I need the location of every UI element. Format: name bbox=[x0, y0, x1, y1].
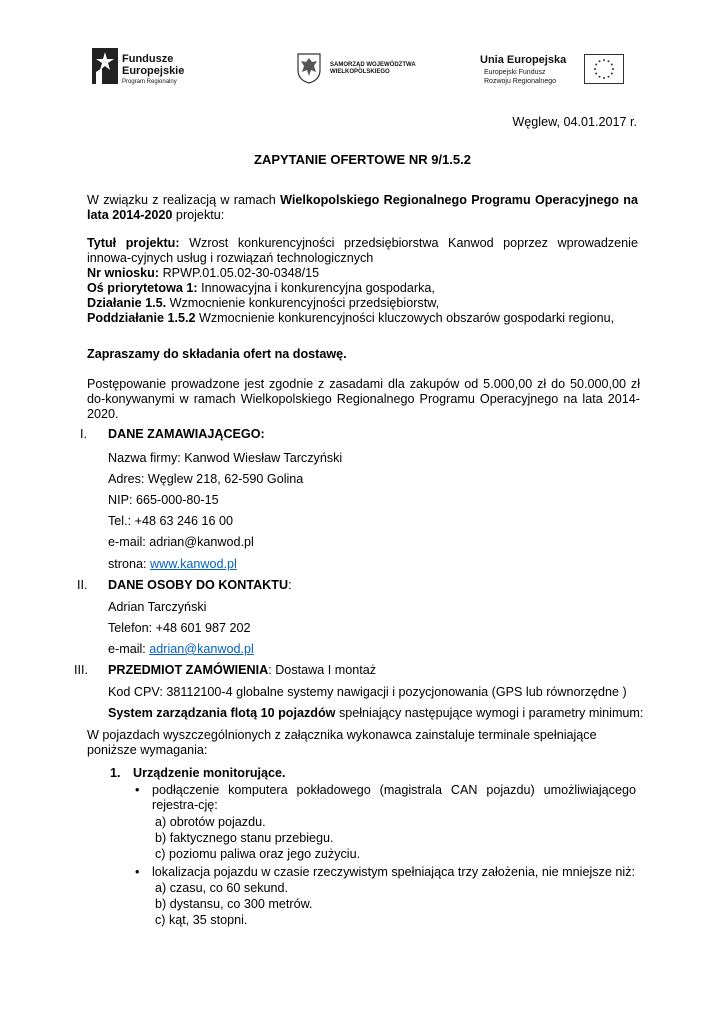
customer-nip: NIP: 665-000-80-15 bbox=[108, 493, 219, 507]
contact-email-label: e-mail: bbox=[108, 642, 150, 656]
bullet2-c: c) kąt, 35 stopni. bbox=[155, 913, 248, 927]
intro-paragraph bbox=[87, 193, 638, 223]
bullet2-text: lokalizacja pojazdu w czasie rzeczywistym spełniająca trzy założenia, nie mniejsze niż: bbox=[152, 865, 635, 879]
section3-heading bbox=[108, 663, 376, 678]
fe-line2: Europejskie bbox=[122, 65, 185, 77]
item1-number bbox=[110, 766, 121, 781]
section2-heading bbox=[108, 578, 292, 593]
customer-address: Adres: Węglew 218, 62-590 Golina bbox=[108, 472, 304, 486]
project-title bbox=[87, 236, 638, 266]
document-date: Węglew, 04.01.2017 r. bbox=[512, 115, 637, 129]
contact-name: Adrian Tarczyński bbox=[108, 600, 207, 614]
project-os-value: Innowacyjna i konkurencyjna gospodarka, bbox=[197, 281, 435, 295]
project-dzialanie bbox=[87, 296, 638, 311]
section1-heading bbox=[108, 427, 265, 442]
item1-number-text: 1. bbox=[110, 766, 121, 780]
project-nr-label: Nr wniosku: bbox=[87, 266, 160, 280]
fe-line1: Fundusze bbox=[122, 53, 174, 65]
bullet-icon: • bbox=[135, 783, 140, 797]
eu-flag-icon bbox=[584, 54, 624, 84]
intro-prefix: W związku z realizacją w ramach bbox=[87, 193, 281, 207]
contact-email bbox=[108, 642, 254, 657]
intro-suffix: projektu: bbox=[172, 208, 225, 222]
project-pdz-label: Poddziałanie 1.5.2 bbox=[87, 311, 196, 325]
invitation-text: Zapraszamy do składania ofert na dostawę. bbox=[87, 347, 347, 361]
logo-unia-europejska bbox=[480, 50, 630, 92]
customer-firm: Nazwa firmy: Kanwod Wiesław Tarczyński bbox=[108, 451, 343, 465]
wlkp-line2: WIELKOPOLSKIEGO bbox=[330, 69, 390, 75]
bullet1-a: a) obrotów pojazdu. bbox=[155, 815, 266, 829]
customer-website bbox=[108, 557, 237, 572]
bullet-icon: • bbox=[135, 865, 140, 879]
fe-line3: Program Regionalny bbox=[122, 79, 177, 85]
project-details bbox=[87, 236, 638, 326]
document-title: ZAPYTANIE OFERTOWE NR 9/1.5.2 bbox=[254, 152, 471, 167]
ue-title: Unia Europejska bbox=[480, 54, 567, 66]
customer-tel: Tel.: +48 63 246 16 00 bbox=[108, 514, 233, 528]
eagle-crest-icon bbox=[296, 52, 322, 84]
project-os bbox=[87, 281, 638, 296]
logo-fundusze-europejskie bbox=[92, 46, 202, 90]
invitation bbox=[87, 347, 347, 362]
bullet2-a: a) czasu, co 60 sekund. bbox=[155, 881, 289, 895]
section2-heading-colon: : bbox=[288, 578, 292, 592]
contact-phone: Telefon: +48 601 987 202 bbox=[108, 621, 251, 635]
system-requirements bbox=[108, 706, 643, 721]
system-rest: spełniający następujące wymogi i parametry minimum: bbox=[335, 706, 644, 720]
project-title-label: Tytuł projektu: bbox=[87, 236, 180, 250]
bullet2-b: b) dystansu, co 300 metrów. bbox=[155, 897, 313, 911]
system-bold: System zarządzania flotą 10 pojazdów bbox=[108, 706, 336, 720]
cpv-code: Kod CPV: 38112100-4 globalne systemy nawigacji i pozycjonowania (GPS lub równorzędne ) bbox=[108, 685, 627, 699]
fe-star-icon bbox=[92, 48, 118, 84]
project-pdz-value: Wzmocnienie konkurencyjności kluczowych obszarów gospodarki regionu, bbox=[195, 311, 615, 325]
logo-samorzad-wielkopolski bbox=[296, 52, 426, 88]
item1-heading bbox=[133, 766, 286, 781]
website-link[interactable]: www.kanwod.pl bbox=[150, 557, 237, 571]
contact-email-link[interactable]: adrian@kanwod.pl bbox=[149, 642, 254, 656]
project-dz-label: Działanie 1.5. bbox=[87, 296, 167, 310]
customer-email: e-mail: adrian@kanwod.pl bbox=[108, 535, 254, 549]
ue-line1: Europejski Fundusz bbox=[484, 69, 546, 76]
project-nr bbox=[87, 266, 638, 281]
bullet1-text: podłączenie komputera pokładowego (magistrala CAN pojazdu) umożliwiającego rejestra-cję: bbox=[152, 783, 636, 812]
project-nr-value: RPWP.01.05.02-30-0348/15 bbox=[159, 266, 320, 280]
vehicles-paragraph: W pojazdach wyszczególnionych z załącznika wykonawca zainstaluje terminale spełniające poniższe wymagania: bbox=[87, 728, 597, 757]
section3-heading-rest: : Dostawa I montaż bbox=[268, 663, 377, 677]
bullet1-c: c) poziomu paliwa oraz jego zużyciu. bbox=[155, 847, 361, 861]
section1-heading-text: DANE ZAMAWIAJĄCEGO: bbox=[108, 427, 265, 441]
project-poddzialanie bbox=[87, 311, 638, 326]
wlkp-line1: SAMORZĄD WOJEWÓDZTWA bbox=[330, 62, 416, 68]
section3-number: III. bbox=[74, 663, 88, 677]
website-label: strona: bbox=[108, 557, 150, 571]
project-os-label: Oś priorytetowa 1: bbox=[87, 281, 198, 295]
section2-number: II. bbox=[77, 578, 88, 592]
item1-heading-text: Urządzenie monitorujące. bbox=[133, 766, 286, 780]
section1-number: I. bbox=[80, 427, 87, 441]
ue-line2: Rozwoju Regionalnego bbox=[484, 78, 556, 85]
bullet1-b: b) faktycznego stanu przebiegu. bbox=[155, 831, 334, 845]
section2-heading-text: DANE OSOBY DO KONTAKTU bbox=[108, 578, 289, 592]
section3-heading-text: PRZEDMIOT ZAMÓWIENIA bbox=[108, 663, 269, 677]
procedure-paragraph: Postępowanie prowadzone jest zgodnie z zasadami dla zakupów od 5.000,00 zł do 50.000,00 zł do-konywanymi w ramach Wielkopolskiego Regionalnego Programu Operacyjnego na lata 2014-2020. bbox=[87, 377, 640, 421]
intro-program: Wielkopolskiego Regionalnego Programu Operacyjnego na lata 2014-2020 bbox=[87, 193, 638, 222]
project-dz-value: Wzmocnienie konkurencyjności przedsiębiorstw, bbox=[166, 296, 440, 310]
project-title-value: Wzrost konkurencyjności przedsiębiorstwa Kanwod poprzez wprowadzenie innowa-cyjnych usług i rozwiązań technologicznych bbox=[87, 236, 638, 265]
